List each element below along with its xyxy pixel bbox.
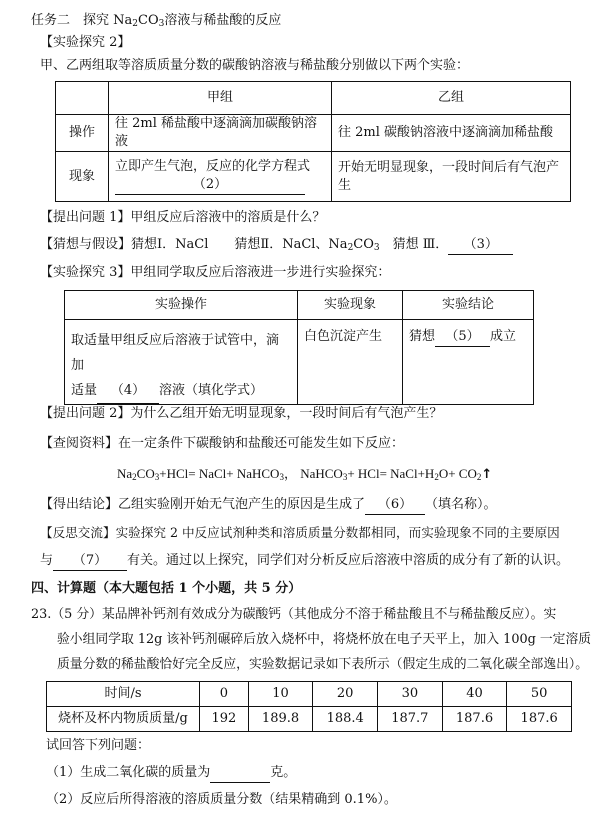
table1-operation-jia: 往 2ml 稀盐酸中逐滴滴加碳酸钠溶液 xyxy=(109,115,332,152)
table2-conclusion-cell: 猜想 （5） 成立 xyxy=(403,320,534,405)
explore2-label: 【实验探究 2】 xyxy=(40,35,131,50)
explore3-label: 【实验探究 3】甲组同学取反应后溶液进一步进行实验探究： xyxy=(40,265,391,280)
blank-6: （6） xyxy=(365,496,425,515)
table2-phenomenon-cell: 白色沉淀产生 xyxy=(298,320,403,405)
experiment-table-1 xyxy=(55,81,571,202)
answer-prompt: 试回答下列问题： xyxy=(46,738,151,753)
q23-line-3: 质量分数的稀盐酸恰好完全反应，实验数据记录如下表所示（假定生成的二氧化碳全部逸出）。 xyxy=(57,657,589,672)
table2-operation-cell: 取适量甲组反应后溶液于试管中，滴加 适量 （4） 溶液（填化学式） xyxy=(65,320,298,405)
task-heading: 任务二 探究 $Na_2CO_3$溶液与稀盐酸的反应 xyxy=(31,13,282,29)
data-table-cell: 187.6 xyxy=(442,707,507,732)
reflection-line-2: 与 （7） 有关。通过以上探究，同学们对分析反应后溶液中溶质的成分有了新的认识。 xyxy=(40,552,569,571)
table1-row-label-phenomenon: 现象 xyxy=(56,152,109,202)
lookup-text: 【查阅资料】在一定条件下碳酸钠和盐酸还可能发生如下反应： xyxy=(40,436,405,451)
equation-line: $Na_2CO_3+HCl=$ NaCl+ NaHCO$_3$， NaHCO$_3$+ $HCl= NaCl+H_2O+$ $CO_2↑$ xyxy=(117,466,493,482)
experiment-table-2 xyxy=(64,290,534,405)
sub-question-1: （1）生成二氧化碳的质量为 克。 xyxy=(46,764,296,783)
data-table-cell: 187.7 xyxy=(378,707,443,732)
table2-header-operation: 实验操作 xyxy=(65,291,298,320)
table1-header-yi: 乙组 xyxy=(332,82,571,115)
table1-phenomenon-yi: 开始无明显现象，一段时间后有气泡产生 xyxy=(332,152,571,202)
blank-2: （2） xyxy=(115,176,305,195)
data-table-time-label: 时间/s xyxy=(47,682,200,707)
hypothesis-line: 【猜想与假设】猜想Ⅰ．NaCl 猜想Ⅱ．NaCl、$Na_2CO_3$ 猜想 Ⅲ． （3） xyxy=(40,236,513,255)
data-table-cell: 187.6 xyxy=(507,707,572,732)
data-table-cell: 50 xyxy=(507,682,572,707)
blank-co2-mass xyxy=(210,764,270,783)
intro-text: 甲、乙两组取等溶质质量分数的碳酸钠溶液与稀盐酸分别做以下两个实验： xyxy=(40,58,470,73)
data-table-mass-label: 烧杯及杯内物质质量/g xyxy=(47,707,200,732)
question-1: 【提出问题 1】甲组反应后溶液中的溶质是什么？ xyxy=(40,210,326,225)
data-table-cell: 189.8 xyxy=(248,707,313,732)
table2-header-phenomenon: 实验现象 xyxy=(298,291,403,320)
q23-line-2: 验小组同学取 12g 该补钙剂碾碎后放入烧杯中，将烧杯放在电子天平上，加入 100g 一定溶质 xyxy=(57,632,592,647)
table2-header-conclusion: 实验结论 xyxy=(403,291,534,320)
blank-4: （4） xyxy=(97,378,159,404)
gas-arrow-icon: ↑ xyxy=(481,467,493,482)
data-table-cell: 188.4 xyxy=(313,707,378,732)
section-4-heading: 四、计算题（本大题包括 1 个小题，共 5 分） xyxy=(31,581,302,596)
data-table-cell: 40 xyxy=(442,682,507,707)
data-table-cell: 0 xyxy=(200,682,249,707)
blank-3: （3） xyxy=(448,236,513,255)
data-table-cell: 30 xyxy=(378,682,443,707)
data-table-cell: 20 xyxy=(313,682,378,707)
table1-operation-yi: 往 2ml 碳酸钠溶液中逐滴滴加稀盐酸 xyxy=(332,115,571,152)
question-2: 【提出问题 2】为什么乙组开始无明显现象，一段时间后有气泡产生？ xyxy=(40,406,443,421)
blank-5: （5） xyxy=(435,328,490,347)
table1-corner xyxy=(56,82,109,115)
sub-question-2: （2）反应后所得溶液的溶质质量分数（结果精确到 0.1%）。 xyxy=(46,792,397,807)
blank-7: （7） xyxy=(53,552,127,571)
table1-row-label-operation: 操作 xyxy=(56,115,109,152)
reflection-line-1: 【反思交流】实验探究 2 中反应试剂种类和溶质质量分数都相同，而实验现象不同的主要原因 xyxy=(40,525,560,540)
table1-header-jia: 甲组 xyxy=(109,82,332,115)
data-table-cell: 10 xyxy=(248,682,313,707)
table1-phenomenon-jia: 立即产生气泡，反应的化学方程式 （2） xyxy=(109,152,332,202)
conclusion-line: 【得出结论】乙组实验刚开始无气泡产生的原因是生成了 （6） （填名称）。 xyxy=(40,496,497,515)
data-table-cell: 192 xyxy=(200,707,249,732)
data-table xyxy=(46,681,572,732)
q23-line-1: 23.（5 分）某品牌补钙剂有效成分为碳酸钙（其他成分不溶于稀盐酸且不与稀盐酸反应）。实 xyxy=(31,607,557,622)
